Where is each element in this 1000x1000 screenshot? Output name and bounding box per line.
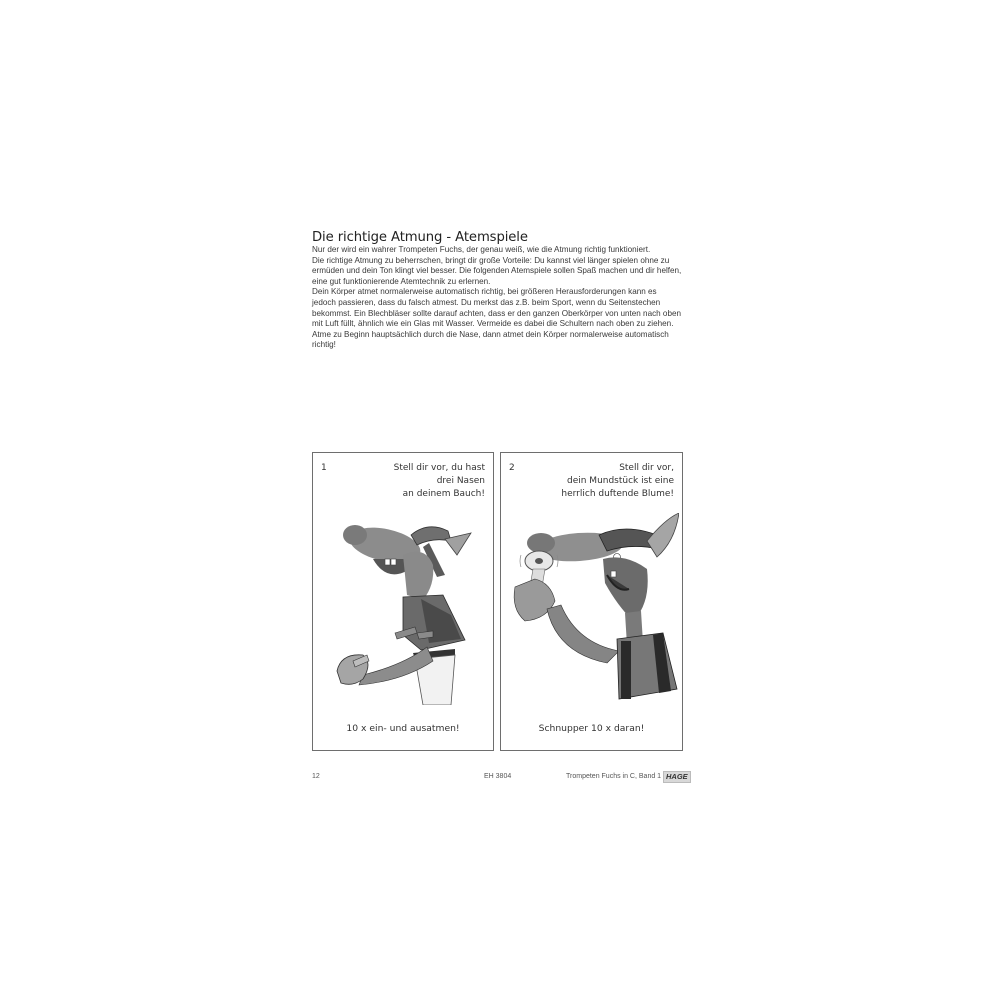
paragraph-line: richtig!	[312, 340, 336, 350]
paragraph-line: Atme zu Beginn hauptsächlich durch die Nase, dann atmet dein Körper normalerweise automatisch	[312, 329, 669, 339]
paragraph-line: jedoch passieren, dass du falsch atmest. Du merkst das z.B. beim Sport, wenn du Seitenstechen	[312, 297, 661, 307]
card-number: 2	[509, 463, 515, 473]
prompt-line: herrlich duftende Blume!	[561, 489, 674, 499]
card-number: 1	[321, 463, 327, 473]
paragraph-line: ermüden und dein Ton klingt viel besser. Die folgenden Atemspiele sollen Spaß machen und dir helfen,	[312, 266, 682, 276]
paragraph-line: eine gut funktionierende Atemtechnik zu erlernen.	[312, 276, 491, 286]
page-number: 12	[312, 773, 320, 780]
card-prompt	[561, 462, 674, 501]
paragraph-line: Dein Körper atmet normalerweise automatisch richtig, bei größeren Herausforderungen kann es	[312, 287, 657, 297]
exercise-card-2	[500, 452, 683, 751]
card-instruction: 10 x ein- und ausatmen!	[346, 723, 460, 734]
card-prompt	[394, 462, 485, 501]
section-title: Die richtige Atmung - Atemspiele	[312, 229, 528, 245]
intro-paragraph	[312, 245, 692, 351]
paragraph-line: Die richtige Atmung zu beherrschen, bringt dir große Vorteile: Du kannst viel länger spielen ohne zu	[312, 255, 670, 265]
fox-sniffing-mouthpiece-illustration	[507, 513, 679, 703]
prompt-line: Stell dir vor,	[619, 463, 674, 473]
paragraph-line: bekommst. Ein Blechbläser sollte darauf achten, dass er den ganzen Oberkörper von unten nach oben	[312, 308, 682, 318]
paragraph-line: mit Luft füllt, ähnlich wie ein Glas mit Wasser. Vermeide es dabei die Schultern nach oben zu ziehen.	[312, 319, 674, 329]
prompt-line: an deinem Bauch!	[402, 489, 485, 499]
series-title: Trompeten Fuchs in C, Band 1	[566, 773, 662, 780]
exercise-card-1	[312, 452, 494, 751]
prompt-line: dein Mundstück ist eine	[566, 476, 674, 486]
edition-code: EH 3804	[484, 773, 512, 780]
card-instruction: Schnupper 10 x daran!	[538, 723, 645, 734]
publisher-logo: HAGE	[663, 771, 691, 783]
prompt-line: Stell dir vor, du hast	[393, 463, 485, 473]
paragraph-line: Nur der wird ein wahrer Trompeten Fuchs, der genau weiß, wie die Atmung richtig funktioniert.	[312, 245, 651, 254]
fox-pointing-at-belly-illustration	[333, 515, 483, 705]
prompt-line: drei Nasen	[436, 476, 485, 486]
